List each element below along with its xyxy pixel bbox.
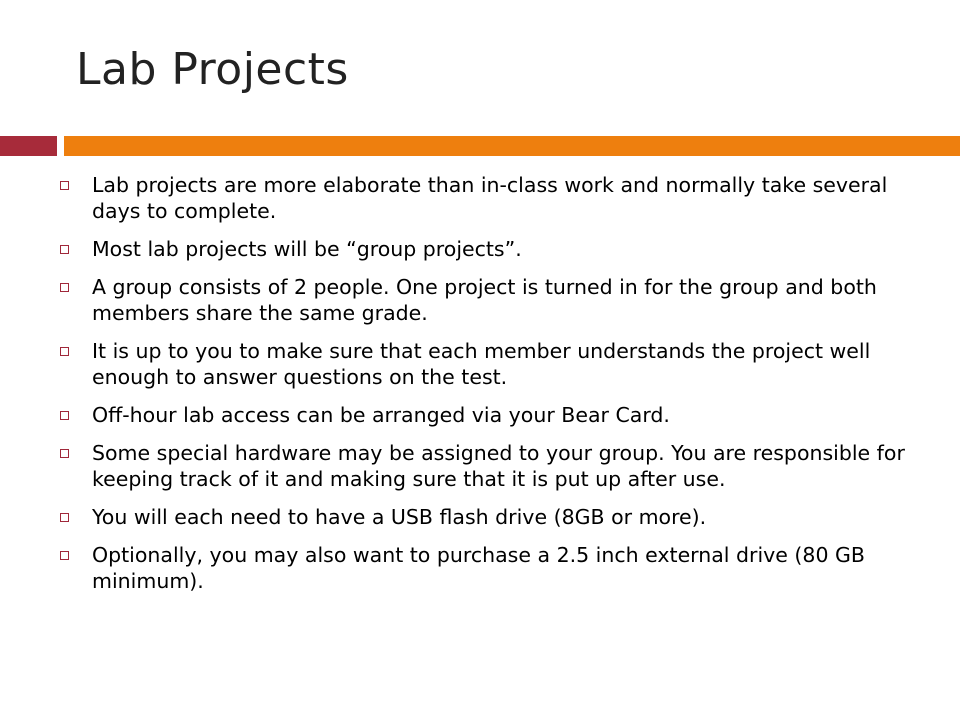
- square-bullet-icon: [60, 449, 69, 458]
- title-accent-bar-left: [0, 136, 57, 156]
- bullet-text: It is up to you to make sure that each member understands the project well enough to answer questions on the test.: [92, 339, 871, 389]
- square-bullet-icon: [60, 283, 69, 292]
- bullet-text: Some special hardware may be assigned to your group. You are responsible for keeping track of it and making sure that it is put up after use.: [92, 441, 905, 491]
- square-bullet-icon: [60, 411, 69, 420]
- bullet-text: Optionally, you may also want to purchase a 2.5 inch external drive (80 GB minimum).: [92, 543, 865, 593]
- bullet-item: [60, 440, 940, 492]
- bullet-text: Lab projects are more elaborate than in-class work and normally take several days to complete.: [92, 173, 888, 223]
- square-bullet-icon: [60, 181, 69, 190]
- bullet-text: Most lab projects will be “group projects”.: [92, 237, 522, 261]
- bullet-text: Off-hour lab access can be arranged via your Bear Card.: [92, 403, 670, 427]
- bullet-item: [60, 274, 940, 326]
- square-bullet-icon: [60, 551, 69, 560]
- bullet-text: A group consists of 2 people. One project is turned in for the group and both members share the same grade.: [92, 275, 877, 325]
- bullet-item: [60, 338, 940, 390]
- square-bullet-icon: [60, 513, 69, 522]
- bullet-list: [60, 172, 940, 606]
- bullet-item: [60, 402, 940, 428]
- square-bullet-icon: [60, 245, 69, 254]
- title-accent-bar-right: [64, 136, 960, 156]
- square-bullet-icon: [60, 347, 69, 356]
- slide-title: Lab Projects: [76, 44, 349, 95]
- bullet-text: You will each need to have a USB flash drive (8GB or more).: [92, 505, 707, 529]
- bullet-item: [60, 236, 940, 262]
- bullet-item: [60, 172, 940, 224]
- bullet-item: [60, 542, 940, 594]
- bullet-item: [60, 504, 940, 530]
